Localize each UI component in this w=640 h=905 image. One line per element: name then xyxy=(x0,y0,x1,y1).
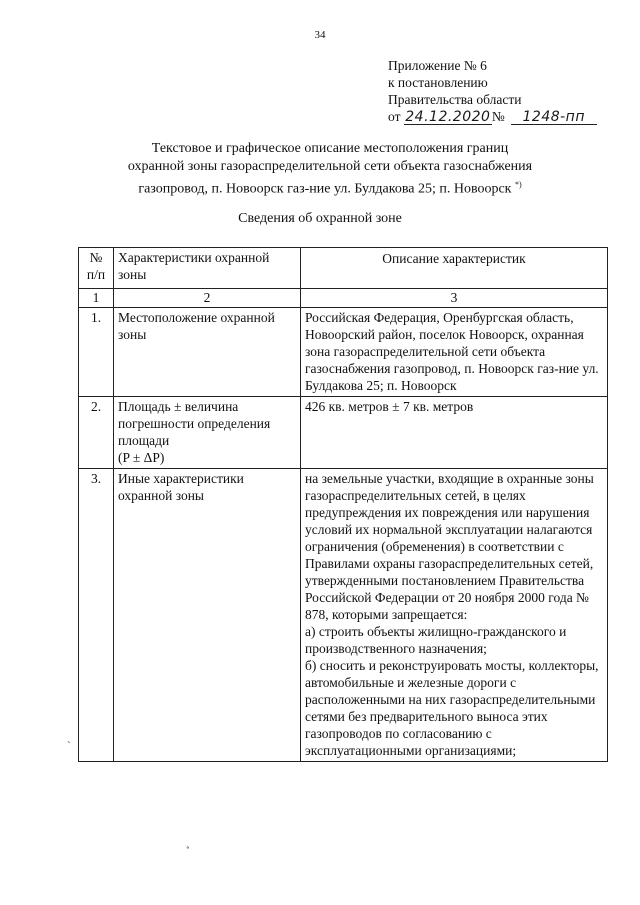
description-item-a: а) строить объекты жилищно-гражданского и производственного назначения; xyxy=(305,624,567,656)
description-item-b: б) сносить и реконструировать мосты, коллекторы, автомобильные и железные дороги с расположенными на них газораспределительными сетями без предварительного выноса этих газопроводов по согласованию с эксплуатационными организациями; xyxy=(305,658,599,758)
row-number: 1. xyxy=(79,308,114,397)
title-line-3 xyxy=(60,176,600,199)
page-number: 34 xyxy=(314,29,326,41)
row-characteristic: Иные характеристики охранной зоны xyxy=(114,469,301,762)
title-line-2: охранной зоны газораспределительной сети объекта газоснабжения xyxy=(127,159,533,174)
row-characteristic xyxy=(114,397,301,469)
row-number: 3. xyxy=(79,469,114,762)
row-characteristic-text: Площадь ± величина погрешности определения площади xyxy=(118,399,271,448)
appendix-date-line xyxy=(388,108,597,125)
table-row xyxy=(79,308,608,397)
row-characteristic-formula: (P ± ΔP) xyxy=(118,450,165,465)
zone-info-table xyxy=(78,247,608,762)
row-number: 2. xyxy=(79,397,114,469)
table-header-row xyxy=(79,248,608,289)
section-subtitle: Сведения об охранной зоне xyxy=(238,211,402,226)
description-paragraph: на земельные участки, входящие в охранные зоны газораспределительных сетей, в целях предупреждения их повреждения или нарушения условий их нормальной эксплуатации налагаются ограничения (обременения) в соответствии с Правилами охраны газораспределительных сетей, утвержденными постановлением Правительства Российской Федерации от 20 ноября 2000 года № 878, которыми запрещается: xyxy=(305,471,594,622)
table-row xyxy=(79,397,608,469)
title-line-1: Текстовое и графическое описание местоположения границ xyxy=(151,141,509,156)
document-title xyxy=(60,140,600,199)
handwritten-date: 24.12.2020 xyxy=(405,109,491,125)
appendix-title: Приложение № 6 xyxy=(388,58,487,73)
column-number-2: 2 xyxy=(114,289,301,308)
header-description: Описание характеристик xyxy=(301,248,608,289)
footnote-mark: *) xyxy=(514,180,522,189)
row-description xyxy=(301,469,608,762)
title-line-3-text: газопровод, п. Новоорск газ-ние ул. Булдакова 25; п. Новоорск xyxy=(138,181,512,197)
appendix-authority: Правительства области xyxy=(388,92,522,107)
table-row xyxy=(79,469,608,762)
column-number-row xyxy=(79,289,608,308)
row-description: Российская Федерация, Оренбургская область, Новоорский район, поселок Новоорск, охранная зона газораспределительной сети объекта газоснабжения газопровод, п. Новоорск газ-ние ул. Булдакова 25; п. Новоорск xyxy=(301,308,608,397)
scan-mark: ` xyxy=(67,740,71,752)
column-number-3: 3 xyxy=(301,289,608,308)
column-number-1: 1 xyxy=(79,289,114,308)
appendix-block xyxy=(388,57,597,125)
header-number: № п/п xyxy=(79,248,114,289)
row-characteristic: Местоположение охранной зоны xyxy=(114,308,301,397)
number-label: № xyxy=(491,109,505,124)
row-description: 426 кв. метров ± 7 кв. метров xyxy=(301,397,608,469)
header-characteristic: Характеристики охранной зоны xyxy=(114,248,301,289)
appendix-ref: к постановлению xyxy=(388,75,488,90)
scan-mark: ˚ xyxy=(186,845,190,857)
handwritten-number: 1248-пп xyxy=(511,110,597,125)
from-label: от xyxy=(388,109,401,124)
